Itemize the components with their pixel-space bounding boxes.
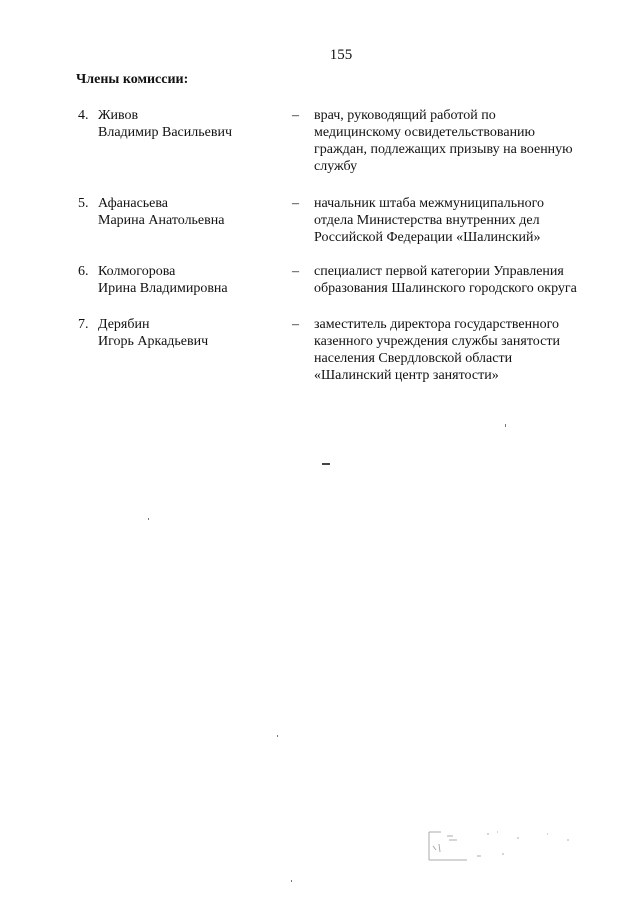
role-line: граждан, подлежащих призыву на военную (314, 142, 573, 157)
scan-speck (148, 518, 149, 520)
member-surname: Афанасьева (98, 196, 169, 211)
member-role (314, 195, 614, 246)
scan-speck (291, 880, 292, 882)
member-dash: – (292, 196, 299, 211)
member-name (98, 263, 228, 297)
role-line: образования Шалинского городского округа (314, 281, 577, 296)
role-line: заместитель директора государственного (314, 317, 559, 332)
member-name (98, 107, 232, 141)
member-number: 4. (78, 108, 89, 123)
member-number: 6. (78, 264, 89, 279)
member-role (314, 263, 614, 297)
member-given-names: Владимир Васильевич (98, 125, 232, 140)
role-line: Российской Федерации «Шалинский» (314, 230, 541, 245)
role-line: специалист первой категории Управления (314, 264, 564, 279)
member-dash: – (292, 264, 299, 279)
member-number: 7. (78, 317, 89, 332)
member-given-names: Марина Анатольевна (98, 213, 225, 228)
role-line: казенного учреждения службы занятости (314, 334, 560, 349)
member-role (314, 316, 614, 384)
role-line: медицинскому освидетельствованию (314, 125, 536, 140)
role-line: службу (314, 159, 358, 174)
member-name (98, 195, 224, 229)
member-number: 5. (78, 196, 89, 211)
role-line: «Шалинский центр занятости» (314, 368, 499, 383)
member-dash: – (292, 108, 299, 123)
scan-speck (505, 424, 506, 427)
member-dash: – (292, 317, 299, 332)
scan-speck (322, 463, 330, 465)
member-role (314, 107, 614, 175)
member-surname: Колмогорова (98, 264, 176, 279)
member-name (98, 316, 208, 350)
role-line: врач, руководящий работой по (314, 108, 496, 123)
role-line: начальник штаба межмуниципального (314, 196, 544, 211)
scan-speck (277, 735, 278, 737)
member-given-names: Игорь Аркадьевич (98, 334, 209, 349)
page-number: 155 (329, 47, 353, 63)
faint-stamp-mark (427, 826, 587, 864)
member-given-names: Ирина Владимировна (98, 281, 228, 296)
role-line: населения Свердловской области (314, 351, 513, 366)
member-surname: Дерябин (98, 317, 150, 332)
section-heading: Члены комиссии: (76, 72, 189, 87)
member-surname: Живов (98, 108, 139, 123)
role-line: отдела Министерства внутренних дел (314, 213, 540, 228)
